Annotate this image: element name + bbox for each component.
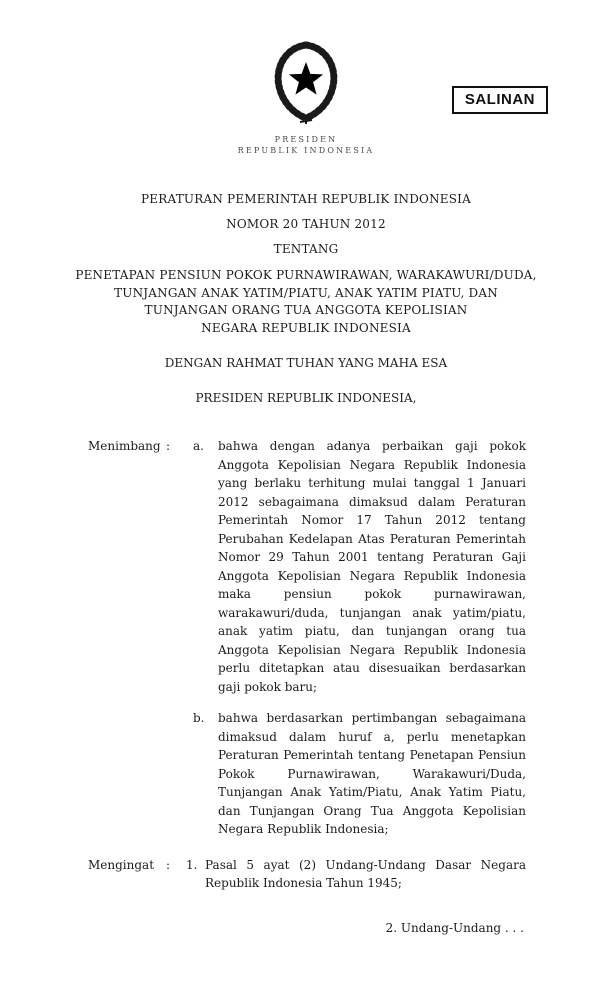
regulation-title: PERATURAN PEMERINTAH REPUBLIK INDONESIA [141, 192, 471, 206]
mengingat-label: Mengingat [88, 857, 155, 872]
letterhead-block [0, 0, 612, 156]
subject-line-3: TUNJANGAN ORANG TUA ANGGOTA KEPOLISIAN [144, 303, 468, 317]
presidential-seal-icon [264, 38, 348, 126]
menimbang-label: Menimbang [88, 439, 161, 453]
spacer [166, 709, 193, 839]
legal-basis-section [88, 856, 526, 893]
subject-line-1: PENETAPAN PENSIUN POKOK PURNAWIRAWAN, WARAKAWURI/DUDA, [75, 268, 537, 282]
subject-line-2: TUNJANGAN ANAK YATIM/PIATU, ANAK YATIM PIATU, DAN [114, 285, 498, 300]
legal-basis-1-marker: 1. [186, 857, 198, 872]
legal-basis-1-text: Pasal 5 ayat (2) Undang-Undang Dasar Negara Republik Indonesia Tahun 1945; [205, 857, 526, 890]
consideration-a-text: bahwa dengan adanya perbaikan gaji pokok Anggota Kepolisian Negara Republik Indonesia yang berlaku terhitung mulai tanggal 1 Januari 2012 sebagaimana dimaksud dalam Peraturan Pemerintah Nomor 17 Tahun 2012 tentang Perubahan Kedelapan Atas Peraturan Pemerintah Nomor 29 Tahun 2001 tentang Peraturan Gaji Anggota Kepolisian Negara Republik Indonesia maka pensiun pokok purnawirawan, warakawuri/duda, tunjangan anak yatim/piatu, anak yatim piatu, dan tunjangan orang tua Anggota Kepolisian Negara Republik Indonesia perlu ditetapkan atau disesuaikan berdasarkan gaji pokok baru; [218, 439, 526, 694]
consideration-a-marker: a. [193, 439, 204, 453]
consideration-b-text: bahwa berdasarkan pertimbangan sebagaimana dimaksud dalam huruf a, perlu menetapkan Peraturan Pemerintah tentang Penetapan Pensiun Pokok Purnawirawan, Warakawuri/Duda, Tunjangan Anak Yatim/Piatu, Anak Yatim Piatu, dan Tunjangan Orang Tua Anggota Kepolisian Negara Republik Indonesia; [218, 711, 526, 836]
mengingat-colon: : [166, 857, 171, 872]
authority-line: PRESIDEN REPUBLIK INDONESIA, [195, 391, 417, 405]
salinan-stamp [452, 86, 548, 114]
regulation-number: NOMOR 20 TAHUN 2012 [226, 217, 386, 231]
letterhead-text [0, 134, 612, 156]
catchword: 2. Undang-Undang . . . [385, 920, 524, 935]
regulation-subject [0, 267, 612, 337]
spacer [88, 709, 166, 839]
letterhead-line-republik: REPUBLIK INDONESIA [237, 146, 375, 155]
salinan-stamp-label: SALINAN [464, 91, 535, 108]
subject-line-4: NEGARA REPUBLIK INDONESIA [201, 320, 411, 335]
tentang-label: TENTANG [273, 242, 339, 256]
title-block [0, 192, 612, 405]
letterhead-line-presiden: PRESIDEN [274, 135, 338, 144]
invocation-line: DENGAN RAHMAT TUHAN YANG MAHA ESA [164, 356, 448, 370]
consideration-b-marker: b. [193, 711, 205, 725]
menimbang-colon: : [166, 439, 171, 453]
considerations-section [88, 437, 526, 839]
